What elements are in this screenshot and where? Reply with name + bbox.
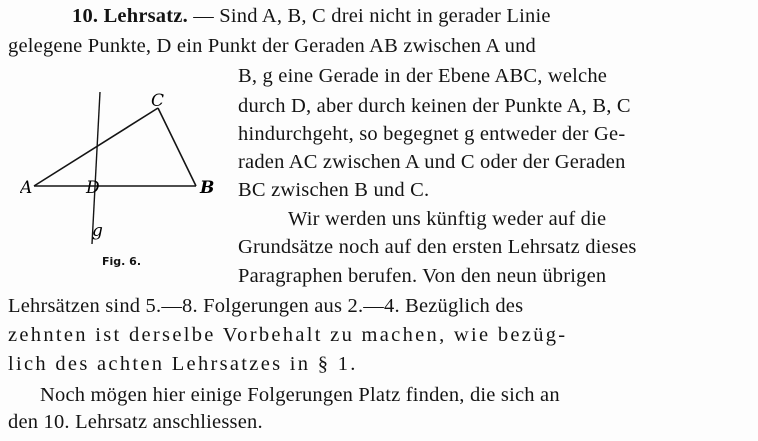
line-label-g: g — [92, 221, 103, 241]
text-line-7: BC zwischen B und C. — [238, 179, 430, 201]
text-line-4: durch D, aber durch keinen der Punkte A, B, C — [238, 95, 631, 117]
text-line-10: Paragraphen berufen. Von den neun übrigen — [238, 265, 607, 287]
text-line-6: raden AC zwischen A und C oder der Geraden — [238, 151, 626, 173]
point-label-B: B — [200, 178, 215, 198]
text-line-2: gelegene Punkte, D ein Punkt der Geraden AB zwischen A und — [8, 35, 536, 57]
point-label-D: D — [86, 178, 100, 198]
segment-BC — [158, 108, 196, 186]
point-label-C: C — [151, 91, 165, 111]
text-line-8: Wir werden uns künftig weder auf die — [288, 208, 607, 230]
text-line-3: B, g eine Gerade in der Ebene ABC, welche — [238, 65, 608, 87]
theorem-number: 10. — [72, 5, 99, 27]
text-line-14: Noch mögen hier einige Folgerungen Platz finden, die sich an — [40, 384, 560, 406]
text-line-9: Grundsätze noch auf den ersten Lehrsatz dieses — [238, 236, 637, 258]
text-line-1 — [72, 2, 551, 30]
theorem-heading: Lehrsatz. — [103, 5, 188, 27]
figure-caption: Fig. 6. — [102, 255, 141, 268]
point-label-A: A — [20, 178, 33, 198]
text-line-13: lich des achten Lehrsatzes in § 1. — [8, 353, 358, 375]
figure-6-diagram — [20, 86, 230, 276]
theorem-statement-start: — Sind A, B, C drei nicht in gerader Linie — [193, 5, 551, 27]
text-line-12: zehnten ist derselbe Vorbehalt zu machen, wie bezüg- — [8, 324, 568, 346]
text-line-15: den 10. Lehrsatz anschliessen. — [8, 411, 263, 433]
text-line-11: Lehrsätzen sind 5.—8. Folgerungen aus 2.—4. Bezüglich des — [8, 295, 524, 317]
text-line-5: hindurchgeht, so begegnet g entweder der Ge- — [238, 123, 626, 145]
